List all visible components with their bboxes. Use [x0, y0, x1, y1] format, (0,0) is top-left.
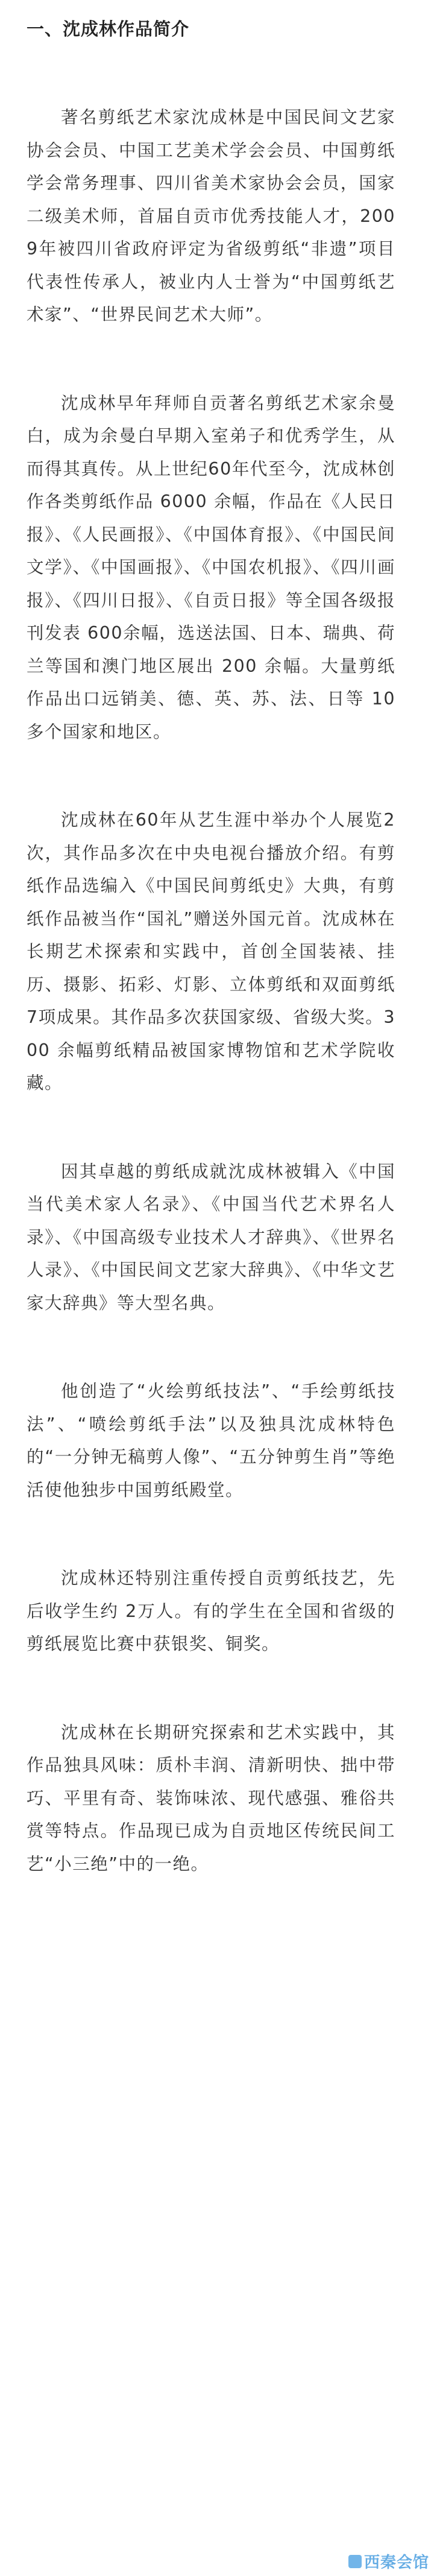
paragraph-honors: 因其卓越的剪纸成就沈成林被辑入《中国当代美术家人名录》、《中国当代艺术界名人录》、《中国高级专业技术人才辞典》、《世界名人录》、《中国民间文艺家大辞典》、《中华文艺家大辞典》等大型名典。 — [27, 1161, 395, 1313]
paragraph-training: 沈成林早年拜师自贡著名剪纸艺术家余曼白，成为余曼白早期入室弟子和优秀学生，从而得其真传。从上世纪60年代至今，沈成林创作各类剪纸作品 6000 余幅，作品在《人民日报》、《人民画报》、《中国体育报》、《中国民间文学》、《中国画报》、《中国农机报》、《四川画报》、《四川日报》、《自贡日报》等全国各级报刊发表 600余幅，选送法国、日本、瑞典、荷兰等国和澳门地区展出 200 余幅。大量剪纸作品出口远销美、德、英、苏、法、日等 10 多个国家和地区。 — [27, 393, 395, 742]
watermark — [348, 2550, 429, 2572]
paragraph-teaching: 沈成林还特别注重传授自贡剪纸技艺，先后收学生约 2万人。有的学生在全国和省级的剪纸展览比赛中获银奖、铜奖。 — [27, 1568, 395, 1654]
paragraph-style: 沈成林在长期研究探索和艺术实践中，其作品独具风味：质朴丰润、清新明快、拙中带巧、平里有奇、装饰味浓、现代感强、雅俗共赏等特点。作品现已成为自贡地区传统民间工艺“小三绝”中的一绝。 — [27, 1722, 395, 1874]
logo-icon — [348, 2555, 362, 2568]
watermark-text: 西秦会馆 — [363, 2554, 429, 2572]
paragraph-exhibitions: 沈成林在60年从艺生涯中举办个人展览2次，其作品多次在中央电视台播放介绍。有剪纸作品选编入《中国民间剪纸史》大典，有剪纸作品被当作“国礼”赠送外国元首。沈成林在长期艺术探索和实践中，首创全国装裱、挂历、摄影、拓彩、灯影、立体剪纸和双面剪纸7项成果。其作品多次获国家级、省级大奖。300 余幅剪纸精品被国家博物馆和艺术学院收藏。 — [27, 810, 395, 1093]
section-heading: 一、沈成林作品简介 — [27, 19, 190, 39]
paragraph-techniques: 他创造了“火绘剪纸技法”、“手绘剪纸技法”、“喷绘剪纸手法”以及独具沈成林特色的“一分钟无稿剪人像”、“五分钟剪生肖”等绝活使他独步中国剪纸殿堂。 — [27, 1381, 395, 1500]
paragraph-intro: 著名剪纸艺术家沈成林是中国民间文艺家协会会员、中国工艺美术学会会员、中国剪纸学会常务理事、四川省美术家协会会员，国家二级美术师，首届自贡市优秀技能人才，2009年被四川省政府评定为省级剪纸“非遗”项目代表性传承人，被业内人士誉为“中国剪纸艺术家”、“世界民间艺术大师”。 — [27, 107, 395, 324]
